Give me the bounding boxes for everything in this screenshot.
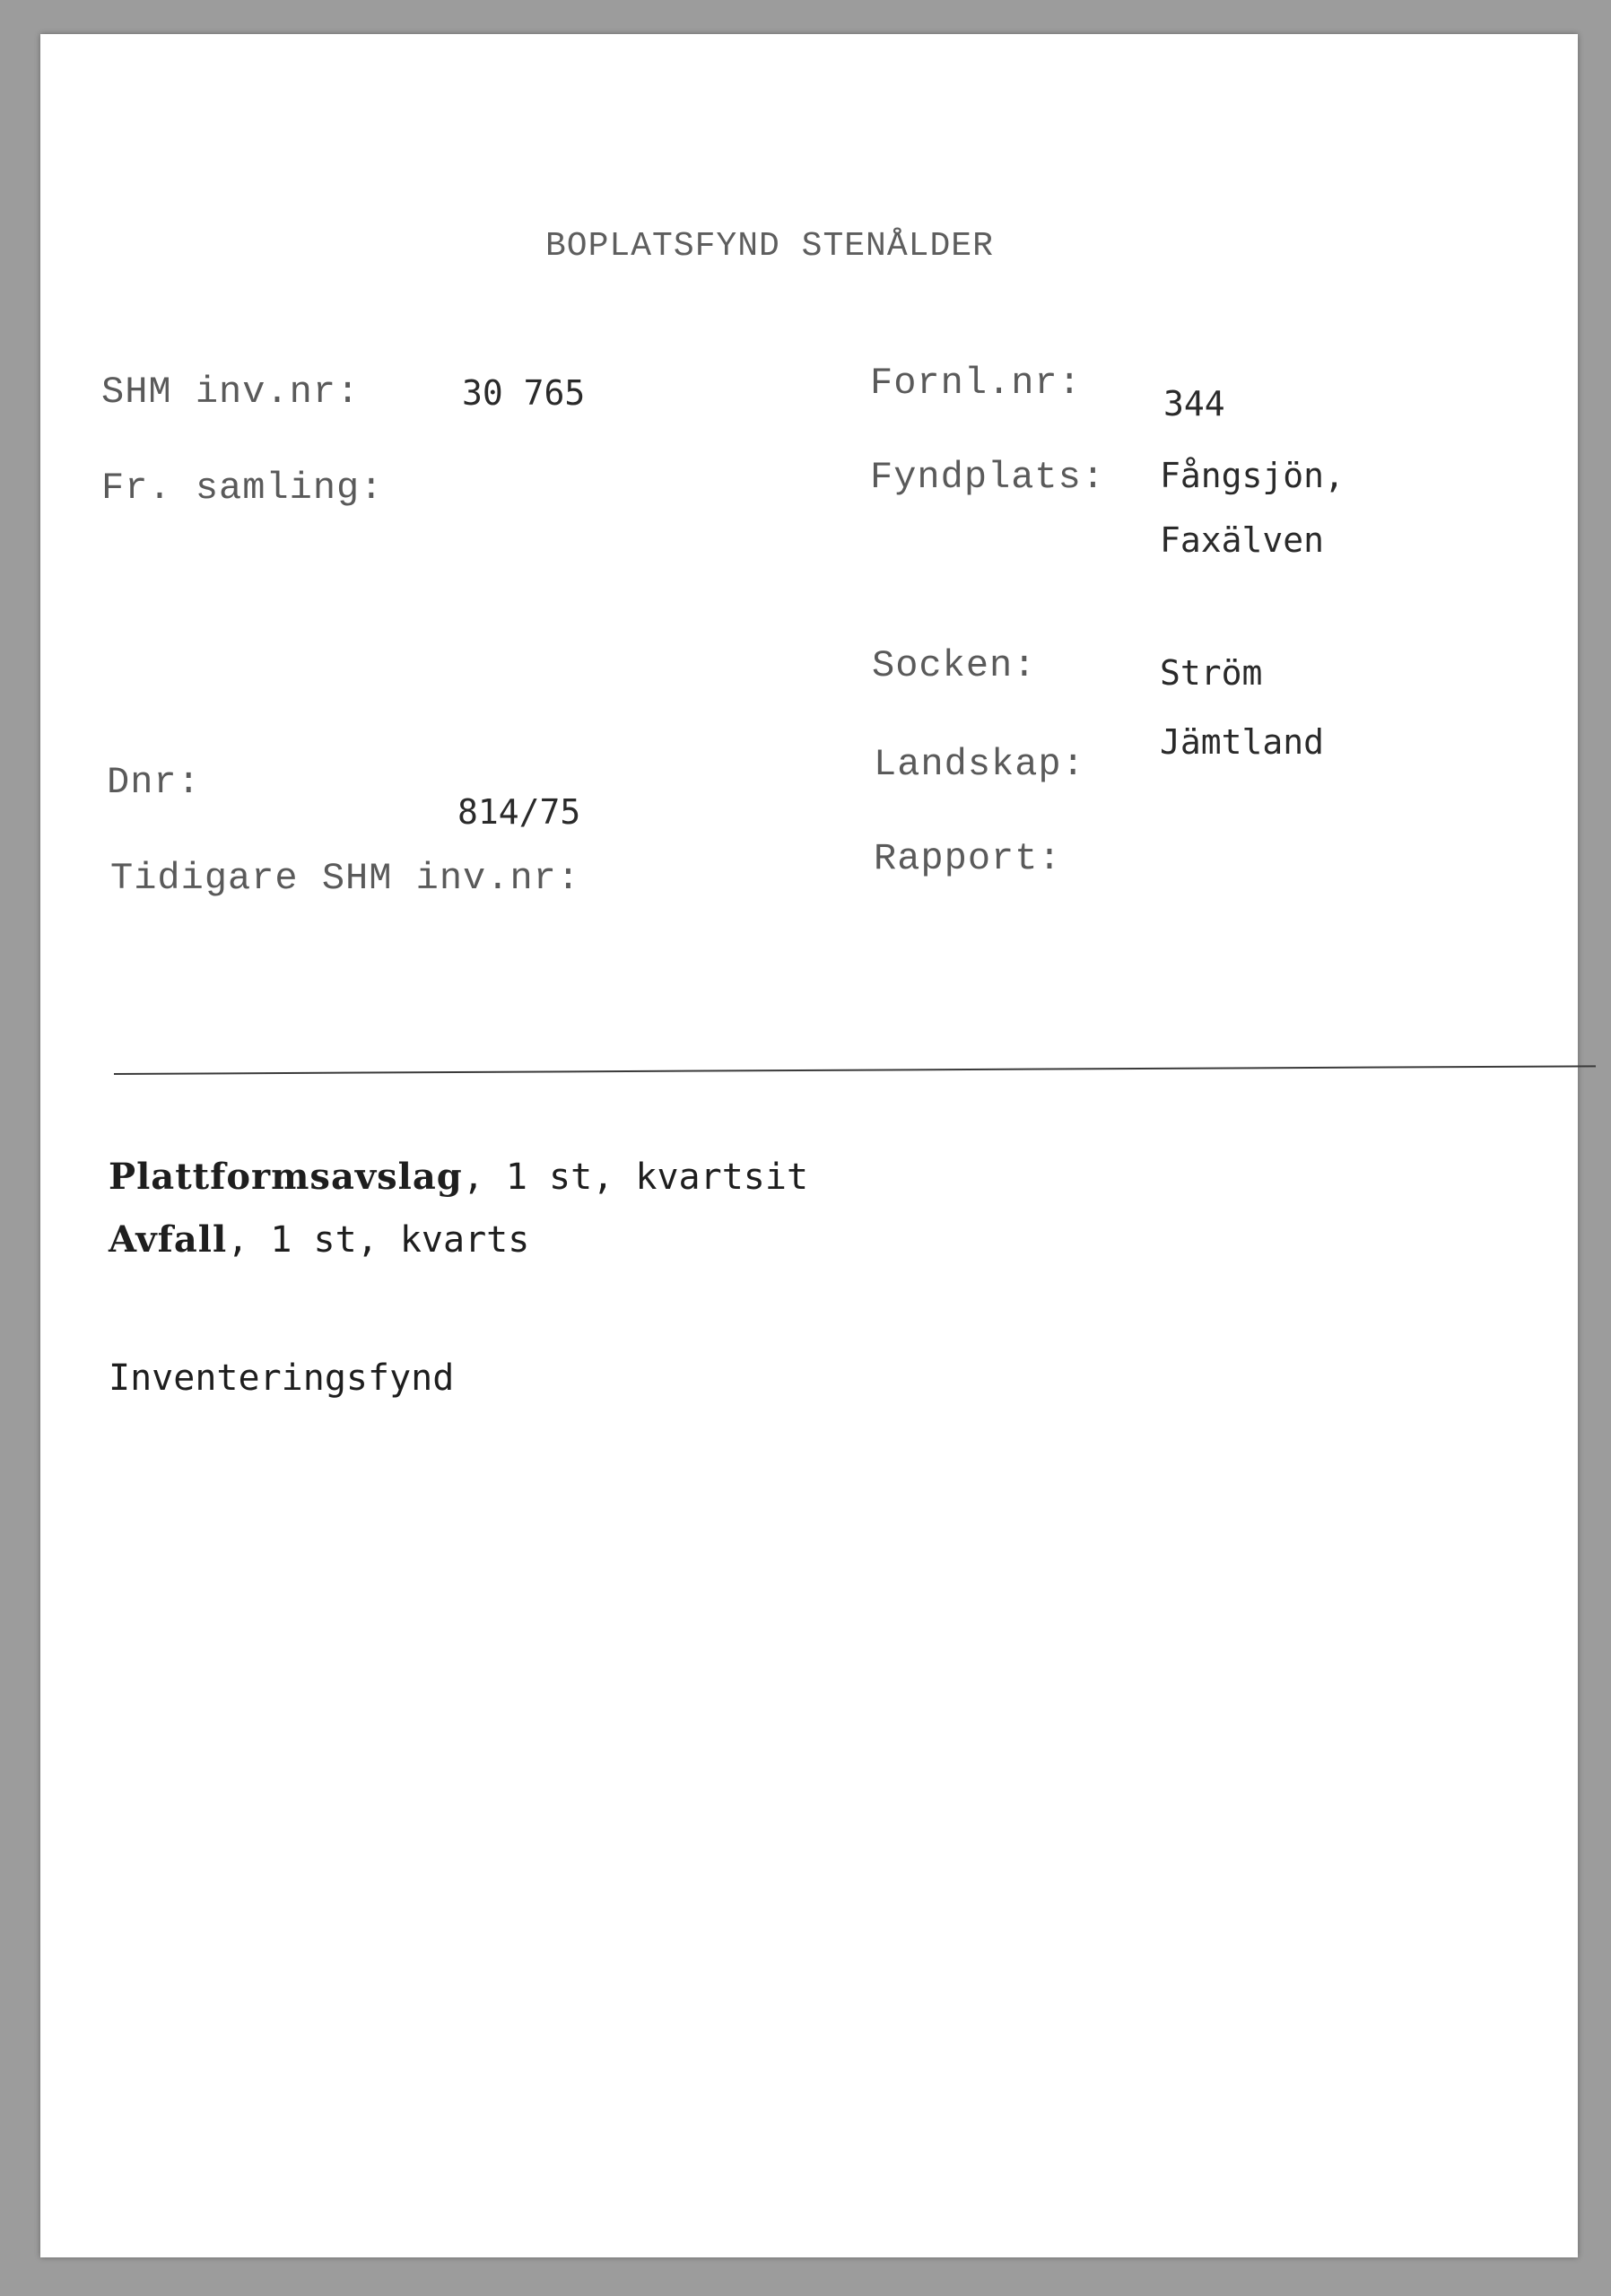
socken-label: Socken: [872, 644, 1037, 687]
dnr-label: Dnr: [107, 761, 201, 804]
tidigare-shm-label: Tidigare SHM inv.nr: [110, 857, 581, 900]
fyndplats-value-line1: Fångsjön, [1160, 456, 1345, 495]
socken-value: Ström [1160, 653, 1263, 693]
landskap-value: Jämtland [1160, 722, 1325, 762]
shm-inv-label: SHM inv.nr: [101, 371, 361, 414]
card-title: BOPLATSFYND STENÅLDER [545, 227, 994, 266]
divider-line [114, 1065, 1596, 1075]
fornl-label: Fornl.nr: [870, 362, 1082, 405]
finding-line-1 [109, 1156, 808, 1198]
finding-detail-2: , 1 st, kvarts [227, 1219, 530, 1261]
note-text: Inventeringsfynd [109, 1358, 455, 1399]
rapport-label: Rapport: [874, 837, 1062, 880]
index-card [40, 34, 1578, 2257]
landskap-label: Landskap: [874, 743, 1085, 786]
finding-detail-1: , 1 st, kvartsit [462, 1157, 809, 1198]
dnr-value: 814/75 [457, 792, 581, 832]
fyndplats-value-line2: Faxälven [1160, 520, 1325, 560]
fr-samling-label: Fr. samling: [101, 467, 384, 510]
finding-name-2: Avfall [109, 1218, 228, 1261]
fornl-value: 344 [1163, 384, 1225, 423]
shm-inv-value: 30 765 [462, 373, 586, 413]
fyndplats-label: Fyndplats: [870, 456, 1106, 499]
finding-line-2 [109, 1218, 529, 1261]
finding-name-1: Plattformsavslag [109, 1156, 463, 1198]
